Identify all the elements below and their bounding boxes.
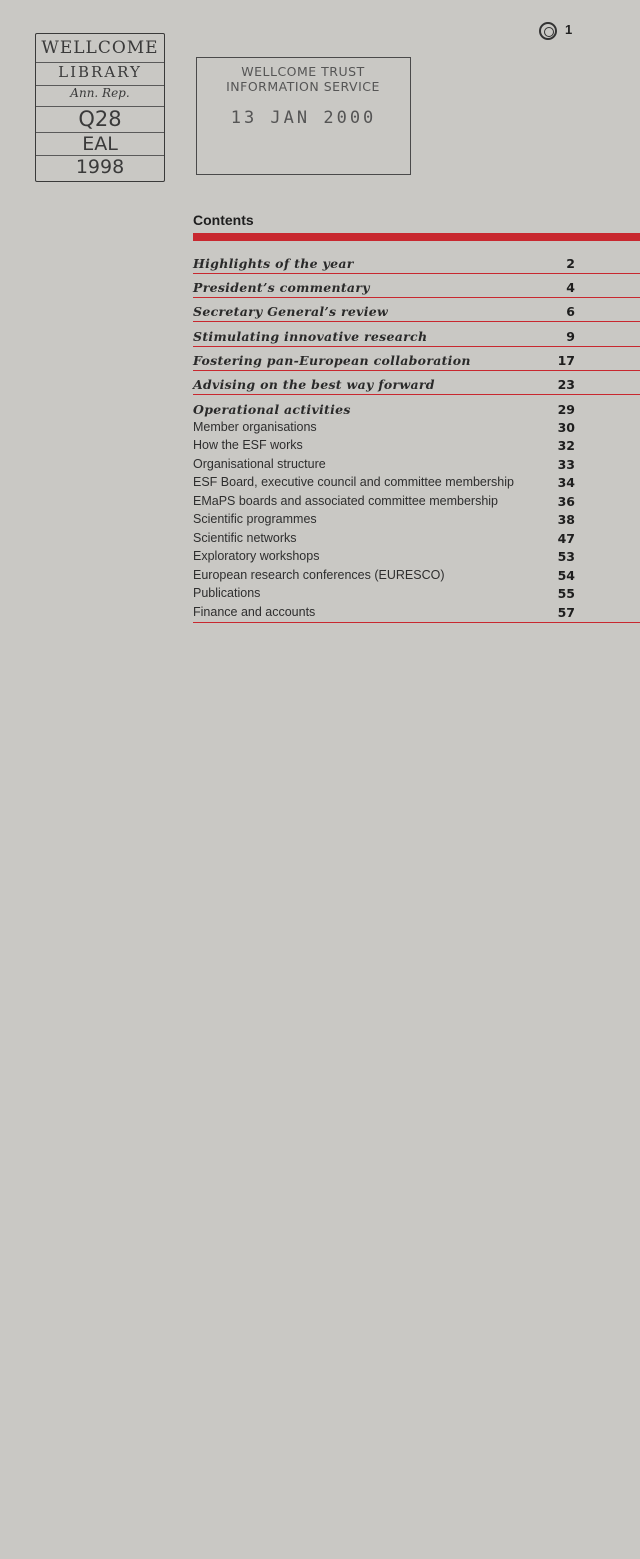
toc-entry-page: 34 — [557, 475, 575, 490]
toc-entry-page: 32 — [557, 438, 575, 453]
library-stamp-line: Ann. Rep. — [36, 86, 164, 107]
stamp-date: 13 JAN 2000 — [230, 108, 377, 128]
esf-logo-icon — [539, 22, 557, 40]
information-service-stamp — [196, 57, 411, 175]
toc-divider — [193, 346, 640, 347]
toc-entry-label: Operational activities — [193, 402, 351, 417]
toc-entry-label: Scientific networks — [193, 531, 297, 545]
page-number: 1 — [565, 22, 573, 37]
toc-entry-page: 55 — [557, 586, 575, 601]
toc-entry-label: Stimulating innovative research — [193, 329, 428, 344]
toc-entry-label: Organisational structure — [193, 457, 326, 471]
library-stamp-line: 1998 — [75, 156, 125, 178]
toc-entry-page: 36 — [557, 494, 575, 509]
library-stamp-line: WELLCOME — [36, 38, 164, 63]
toc-entry-label: Scientific programmes — [193, 512, 317, 526]
toc-entry-label: Finance and accounts — [193, 605, 316, 619]
toc-entry-label: European research conferences (EURESCO) — [193, 568, 445, 582]
toc-entry-label: President’s commentary — [193, 280, 370, 295]
toc-entry-page: 29 — [557, 402, 575, 417]
toc-entry-page: 9 — [566, 329, 575, 344]
toc-entry-page: 33 — [557, 457, 575, 472]
toc-entry-page: 47 — [557, 531, 575, 546]
toc-entry-label: Exploratory workshops — [193, 549, 320, 563]
toc-divider — [193, 622, 640, 623]
toc-entry-page: 17 — [557, 353, 575, 368]
toc-entry-page: 57 — [557, 605, 575, 620]
toc-entry-label: Member organisations — [193, 420, 317, 434]
toc-entry-page: 54 — [557, 568, 575, 583]
toc-entry-label: Highlights of the year — [193, 256, 354, 271]
library-stamp — [35, 33, 165, 182]
toc-entry-label: Publications — [193, 586, 261, 600]
toc-entry-page: 30 — [557, 420, 575, 435]
toc-entry-page: 2 — [566, 256, 575, 271]
toc-divider — [193, 273, 640, 274]
library-stamp-line: EAL — [36, 133, 164, 156]
toc-entry-page: 6 — [566, 304, 575, 319]
toc-entry-label: ESF Board, executive council and committee membership — [193, 475, 514, 489]
library-stamp-line: LIBRARY — [36, 63, 164, 86]
toc-entry-label: Advising on the best way forward — [193, 377, 435, 392]
contents-heading: Contents — [193, 212, 254, 228]
toc-divider — [193, 394, 640, 395]
toc-entry-page: 53 — [557, 549, 575, 564]
toc-entry-page: 38 — [557, 512, 575, 527]
library-stamp-line: Q28 — [36, 107, 164, 133]
stamp-title: WELLCOME TRUST INFORMATION SERVICE — [226, 64, 380, 94]
toc-entry-label: Fostering pan-European collaboration — [193, 353, 471, 368]
toc-entry-label: EMaPS boards and associated committee membership — [193, 494, 499, 508]
heading-accent-bar — [193, 233, 640, 241]
toc-entry-label: Secretary General’s review — [193, 304, 389, 319]
toc-divider — [193, 321, 640, 322]
toc-entry-page: 23 — [557, 377, 575, 392]
toc-divider — [193, 370, 640, 371]
toc-entry-label: How the ESF works — [193, 438, 303, 452]
toc-entry-page: 4 — [566, 280, 575, 295]
toc-divider — [193, 297, 640, 298]
